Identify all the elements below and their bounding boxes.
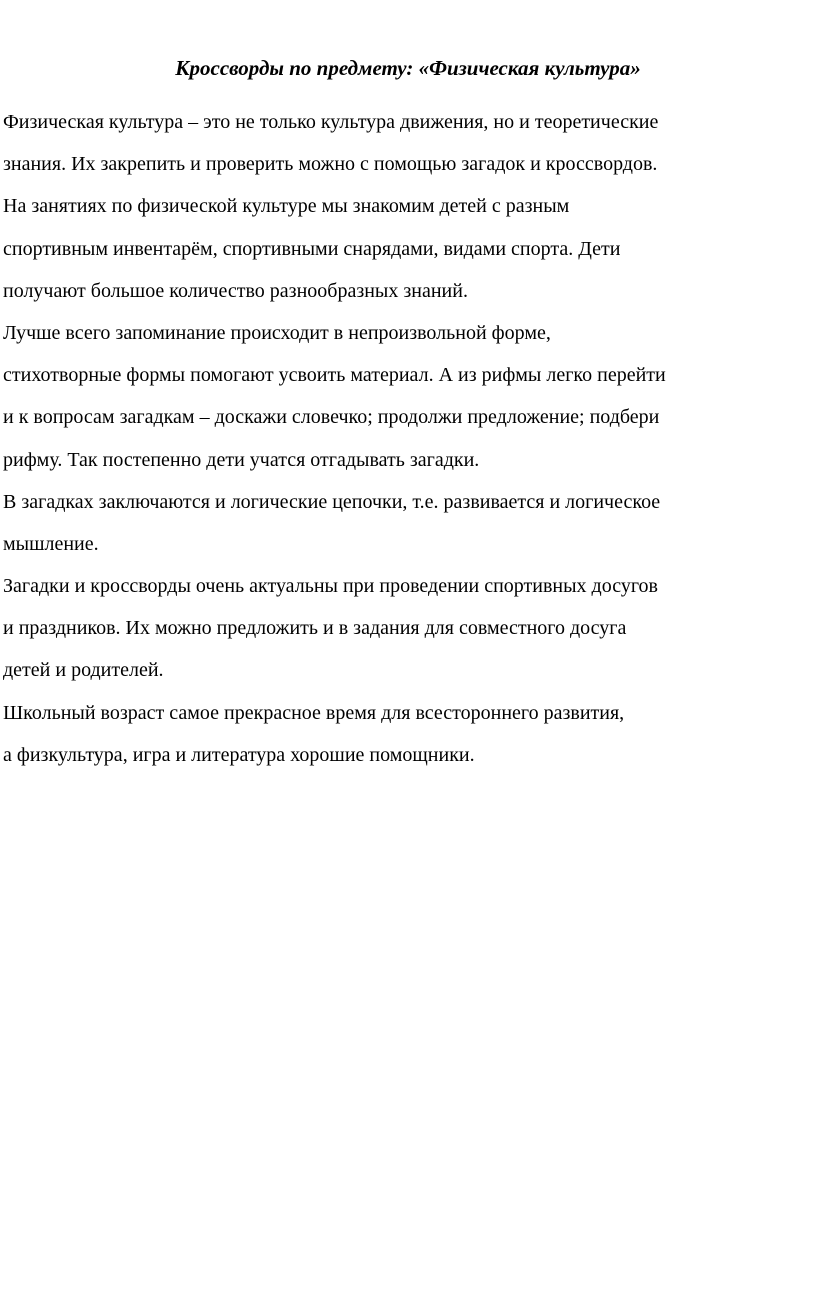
text-line: знания. Их закрепить и проверить можно с помощью загадок и кроссвордов. (3, 153, 658, 176)
text-line: детей и родителей. (3, 659, 164, 682)
text-line: На занятиях по физической культуре мы знакомим детей с разным (3, 195, 570, 218)
document-title: Кроссворды по предмету: «Физическая культура» (175, 56, 641, 80)
text-line: В загадках заключаются и логические цепочки, т.е. развивается и логическое (3, 490, 661, 513)
text-line: мышление. (3, 532, 99, 555)
text-line: и праздников. Их можно предложить и в задания для совместного досуга (3, 617, 627, 640)
text-line: Школьный возраст самое прекрасное время для всестороннего развития, (3, 701, 625, 724)
text-line: спортивным инвентарём, спортивными снарядами, видами спорта. Дети (3, 237, 621, 260)
document-body (3, 101, 815, 776)
text-line: стихотворные формы помогают усвоить материал. А из рифмы легко перейти (3, 364, 666, 387)
text-line: рифму. Так постепенно дети учатся отгадывать загадки. (3, 448, 480, 471)
text-line: а физкультура, игра и литература хорошие помощники. (3, 743, 475, 766)
text-line: и к вопросам загадкам – доскажи словечко; продолжи предложение; подбери (3, 406, 660, 429)
text-line: Загадки и кроссворды очень актуальны при проведении спортивных досугов (3, 575, 658, 598)
text-line: Физическая культура – это не только культура движения, но и теоретические (3, 111, 659, 133)
text-line: Лучше всего запоминание происходит в непроизвольной форме, (3, 321, 551, 344)
text-line: получают большое количество разнообразных знаний. (3, 279, 468, 302)
